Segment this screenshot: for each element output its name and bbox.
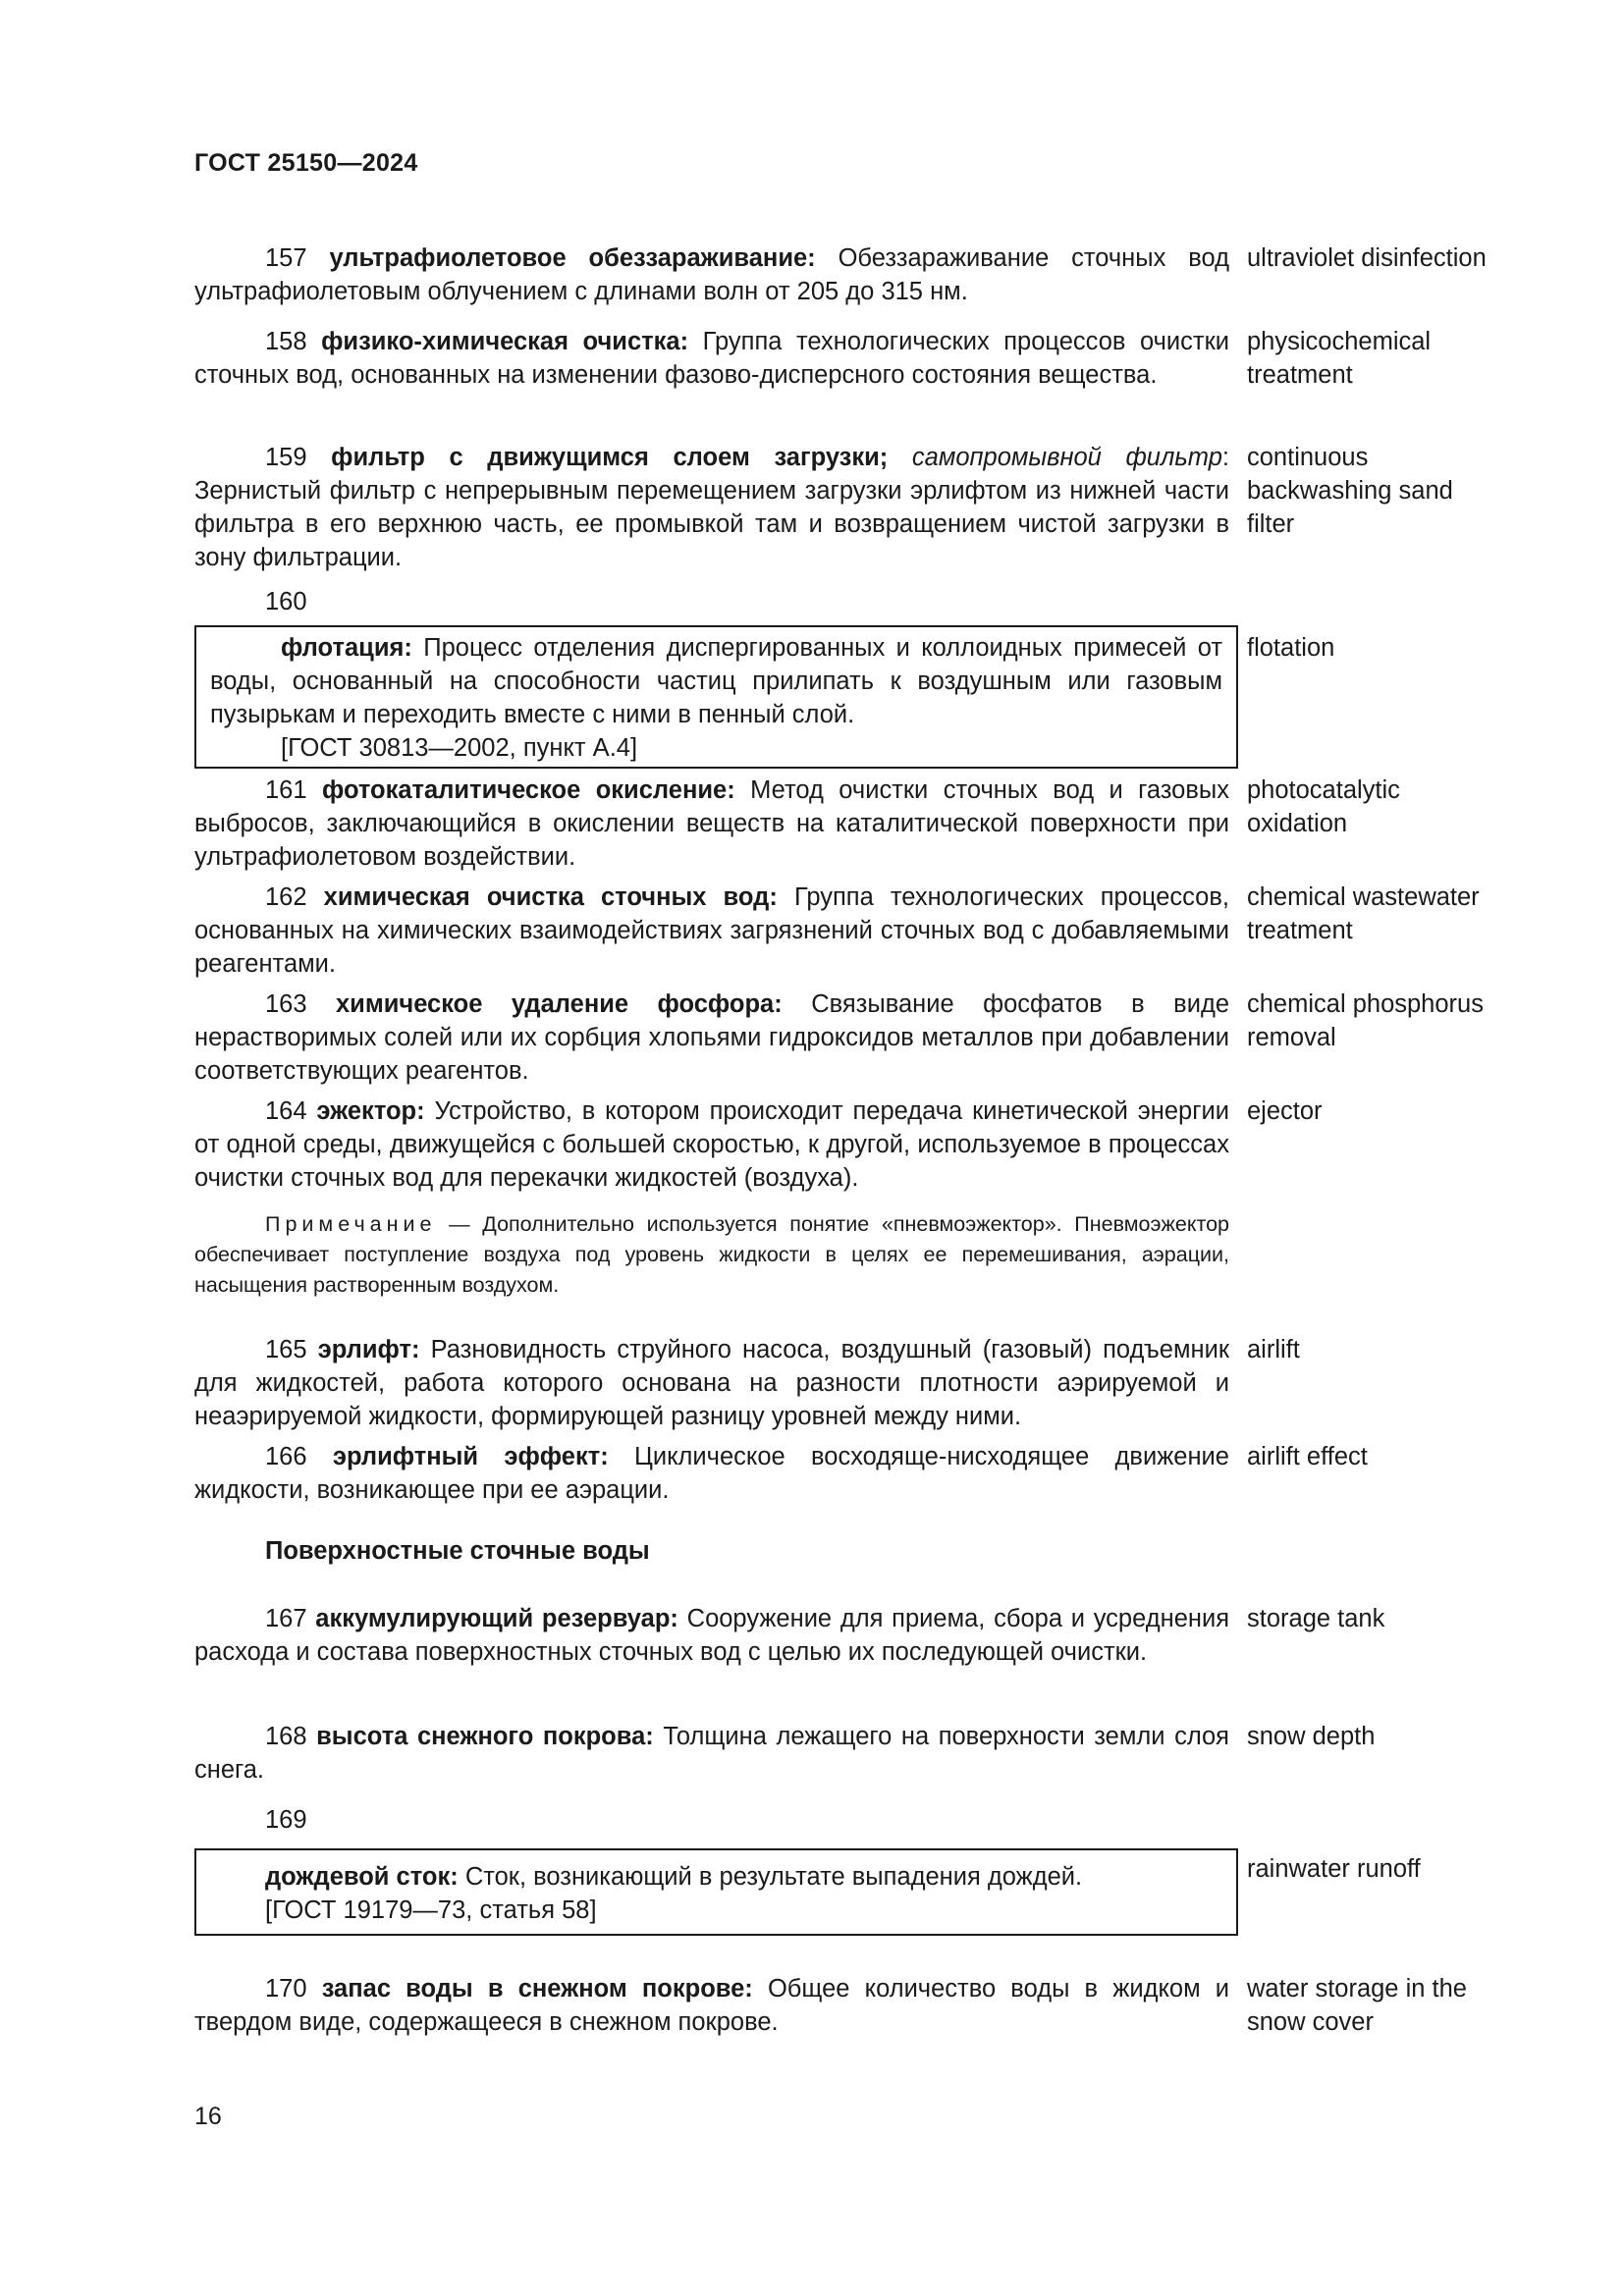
english-equivalent: photocatalytic oxidation	[1247, 776, 1400, 837]
entry-number: 160	[265, 588, 307, 615]
term: физико-химическая очистка:	[321, 328, 689, 355]
note	[194, 1209, 1229, 1301]
english-equivalent: water storage in the snow cover	[1247, 1975, 1467, 2036]
definition-text: Метод очистки сточных вод и газовых выбросов, заключающийся в окислении веществ на каталитической поверхности при ультрафиолетовом воздействии.	[194, 776, 1229, 871]
definition-text: Связывание фосфатов в виде нерастворимых солей или их сорбция хлопьями гидроксидов металлов при добавлении соответствующих реагентов.	[194, 990, 1230, 1085]
term: эрлифтный эффект:	[332, 1443, 609, 1470]
entry-number: 161	[265, 776, 307, 804]
term: эрлифт:	[317, 1336, 420, 1363]
term: химическое удаление фосфора:	[336, 990, 783, 1018]
term: дождевой сток:	[265, 1863, 459, 1891]
english-equivalent: ejector	[1247, 1097, 1323, 1125]
definition-text: Процесс отделения диспергированных и коллоидных примесей от воды, основанный на способности частиц прилипать к воздушным или газовым пузырькам и переходить вместе с ними в пенный слой.	[210, 634, 1222, 728]
term: химическая очистка сточных вод:	[323, 883, 778, 911]
definition	[194, 988, 1229, 1088]
english-equivalent: physicochemical treatment	[1247, 328, 1432, 389]
entry-number: 162	[265, 883, 307, 911]
entry-number: 165	[265, 1336, 307, 1363]
definition	[194, 1333, 1229, 1433]
english-equivalent: storage tank	[1247, 1605, 1385, 1632]
definition-text: : Зернистый фильтр с непрерывным перемещением загрузки эрлифтом из нижней части фильтра в его верхнюю часть, ее промывкой там и возвращением чистой загрузки в зону фильтрации.	[194, 444, 1229, 571]
definition	[194, 441, 1229, 574]
entry-number: 166	[265, 1443, 307, 1470]
entry-number: 163	[265, 990, 307, 1018]
entry-number: 157	[265, 244, 307, 272]
definition	[194, 1440, 1229, 1507]
entry-number: 164	[265, 1097, 307, 1125]
term: фотокаталитическое окисление:	[321, 776, 735, 804]
definition	[194, 241, 1229, 308]
note-label: Примечание	[265, 1212, 437, 1236]
definition	[196, 1850, 1236, 1894]
definition	[194, 1972, 1229, 2039]
term: фильтр с движущимся слоем загрузки;	[331, 444, 889, 471]
definition	[194, 325, 1229, 392]
page-number: 16	[194, 2103, 222, 2130]
english-equivalent: chemical phosphorus removal	[1247, 990, 1484, 1051]
term: флотация:	[281, 634, 412, 662]
source-reference: [ГОСТ 30813—2002, пункт А.4]	[281, 734, 638, 762]
english-equivalent: snow depth	[1247, 1723, 1376, 1750]
english-equivalent: continuous backwashing sand filter	[1247, 444, 1453, 538]
english-equivalent: airlift effect	[1247, 1443, 1368, 1470]
definition	[196, 627, 1236, 731]
english-equivalent: ultraviolet disinfection	[1247, 244, 1487, 272]
entry-number: 170	[265, 1975, 307, 2002]
definition-text: Общее количество воды в жидком и твердом виде, содержащееся в снежном покрове.	[194, 1975, 1230, 2036]
standard-term-box	[194, 1848, 1238, 1936]
english-equivalent: rainwater runoff	[1247, 1855, 1421, 1883]
note-text: — Дополнительно используется понятие «пневмоэжектор». Пневмоэжектор обеспечивает поступление воздуха под уровень жидкости в целях ее перемешивания, аэрации, насыщения растворенным воздухом.	[194, 1212, 1229, 1297]
definition-text: Группа технологических процессов очистки сточных вод, основанных на изменении фазово-дисперсного состояния вещества.	[194, 328, 1229, 389]
entry-number: 158	[265, 328, 307, 355]
definition-text: Группа технологических процессов, основанных на химических взаимодействиях загрязнений сточных вод с добавляемыми реагентами.	[194, 883, 1229, 978]
source-reference: [ГОСТ 19179—73, статья 58]	[265, 1896, 597, 1924]
definition-text: Толщина лежащего на поверхности земли слоя снега.	[194, 1723, 1229, 1784]
definition	[194, 1602, 1229, 1669]
term: ультрафиолетовое обеззараживание:	[329, 244, 816, 272]
definition	[194, 774, 1229, 874]
definition-text: Обеззараживание сточных вод ультрафиолетовым облучением с длинами волн от 205 до 315 нм.	[194, 244, 1229, 305]
entry-number: 159	[265, 444, 307, 471]
english-equivalent: airlift	[1247, 1336, 1300, 1363]
definition	[194, 1720, 1229, 1787]
entry-number: 167	[265, 1605, 307, 1632]
term: высота снежного покрова:	[316, 1723, 654, 1750]
entry-number: 169	[265, 1806, 307, 1834]
definition-text: Сооружение для приема, сбора и усреднения расхода и состава поверхностных сточных вод с целью их последующей очистки.	[194, 1605, 1230, 1666]
definition-text: Устройство, в котором происходит передача кинетической энергии от одной среды, движущейся с большей скоростью, к другой, используемое в процессах очистки сточных вод для перекачки жидкостей (воздуха).	[194, 1097, 1229, 1192]
section-heading: Поверхностные сточные воды	[265, 1537, 650, 1565]
english-equivalent: chemical wastewater treatment	[1247, 883, 1480, 944]
definition-text: Разновидность струйного насоса, воздушный (газовый) подъемник для жидкостей, работа которого основана на разности плотности аэрируемой и неаэрируемой жидкости, формирующей разницу уровней между ними.	[194, 1336, 1230, 1430]
definition-text: Сток, возникающий в результате выпадения дождей.	[464, 1863, 1083, 1891]
definition-text: Циклическое восходяще-нисходящее движение жидкости, возникающее при ее аэрации.	[194, 1443, 1229, 1504]
standard-term-box	[194, 625, 1238, 769]
definition	[194, 881, 1229, 981]
entry-number: 168	[265, 1723, 307, 1750]
term: эжектор:	[316, 1097, 425, 1125]
definition	[194, 1095, 1229, 1195]
english-equivalent: flotation	[1247, 634, 1335, 662]
document-header: ГОСТ 25150—2024	[194, 149, 418, 177]
synonym: самопромывной фильтр	[911, 444, 1222, 471]
term: запас воды в снежном покрове:	[321, 1975, 753, 2002]
term: аккумулирующий резервуар:	[315, 1605, 678, 1632]
